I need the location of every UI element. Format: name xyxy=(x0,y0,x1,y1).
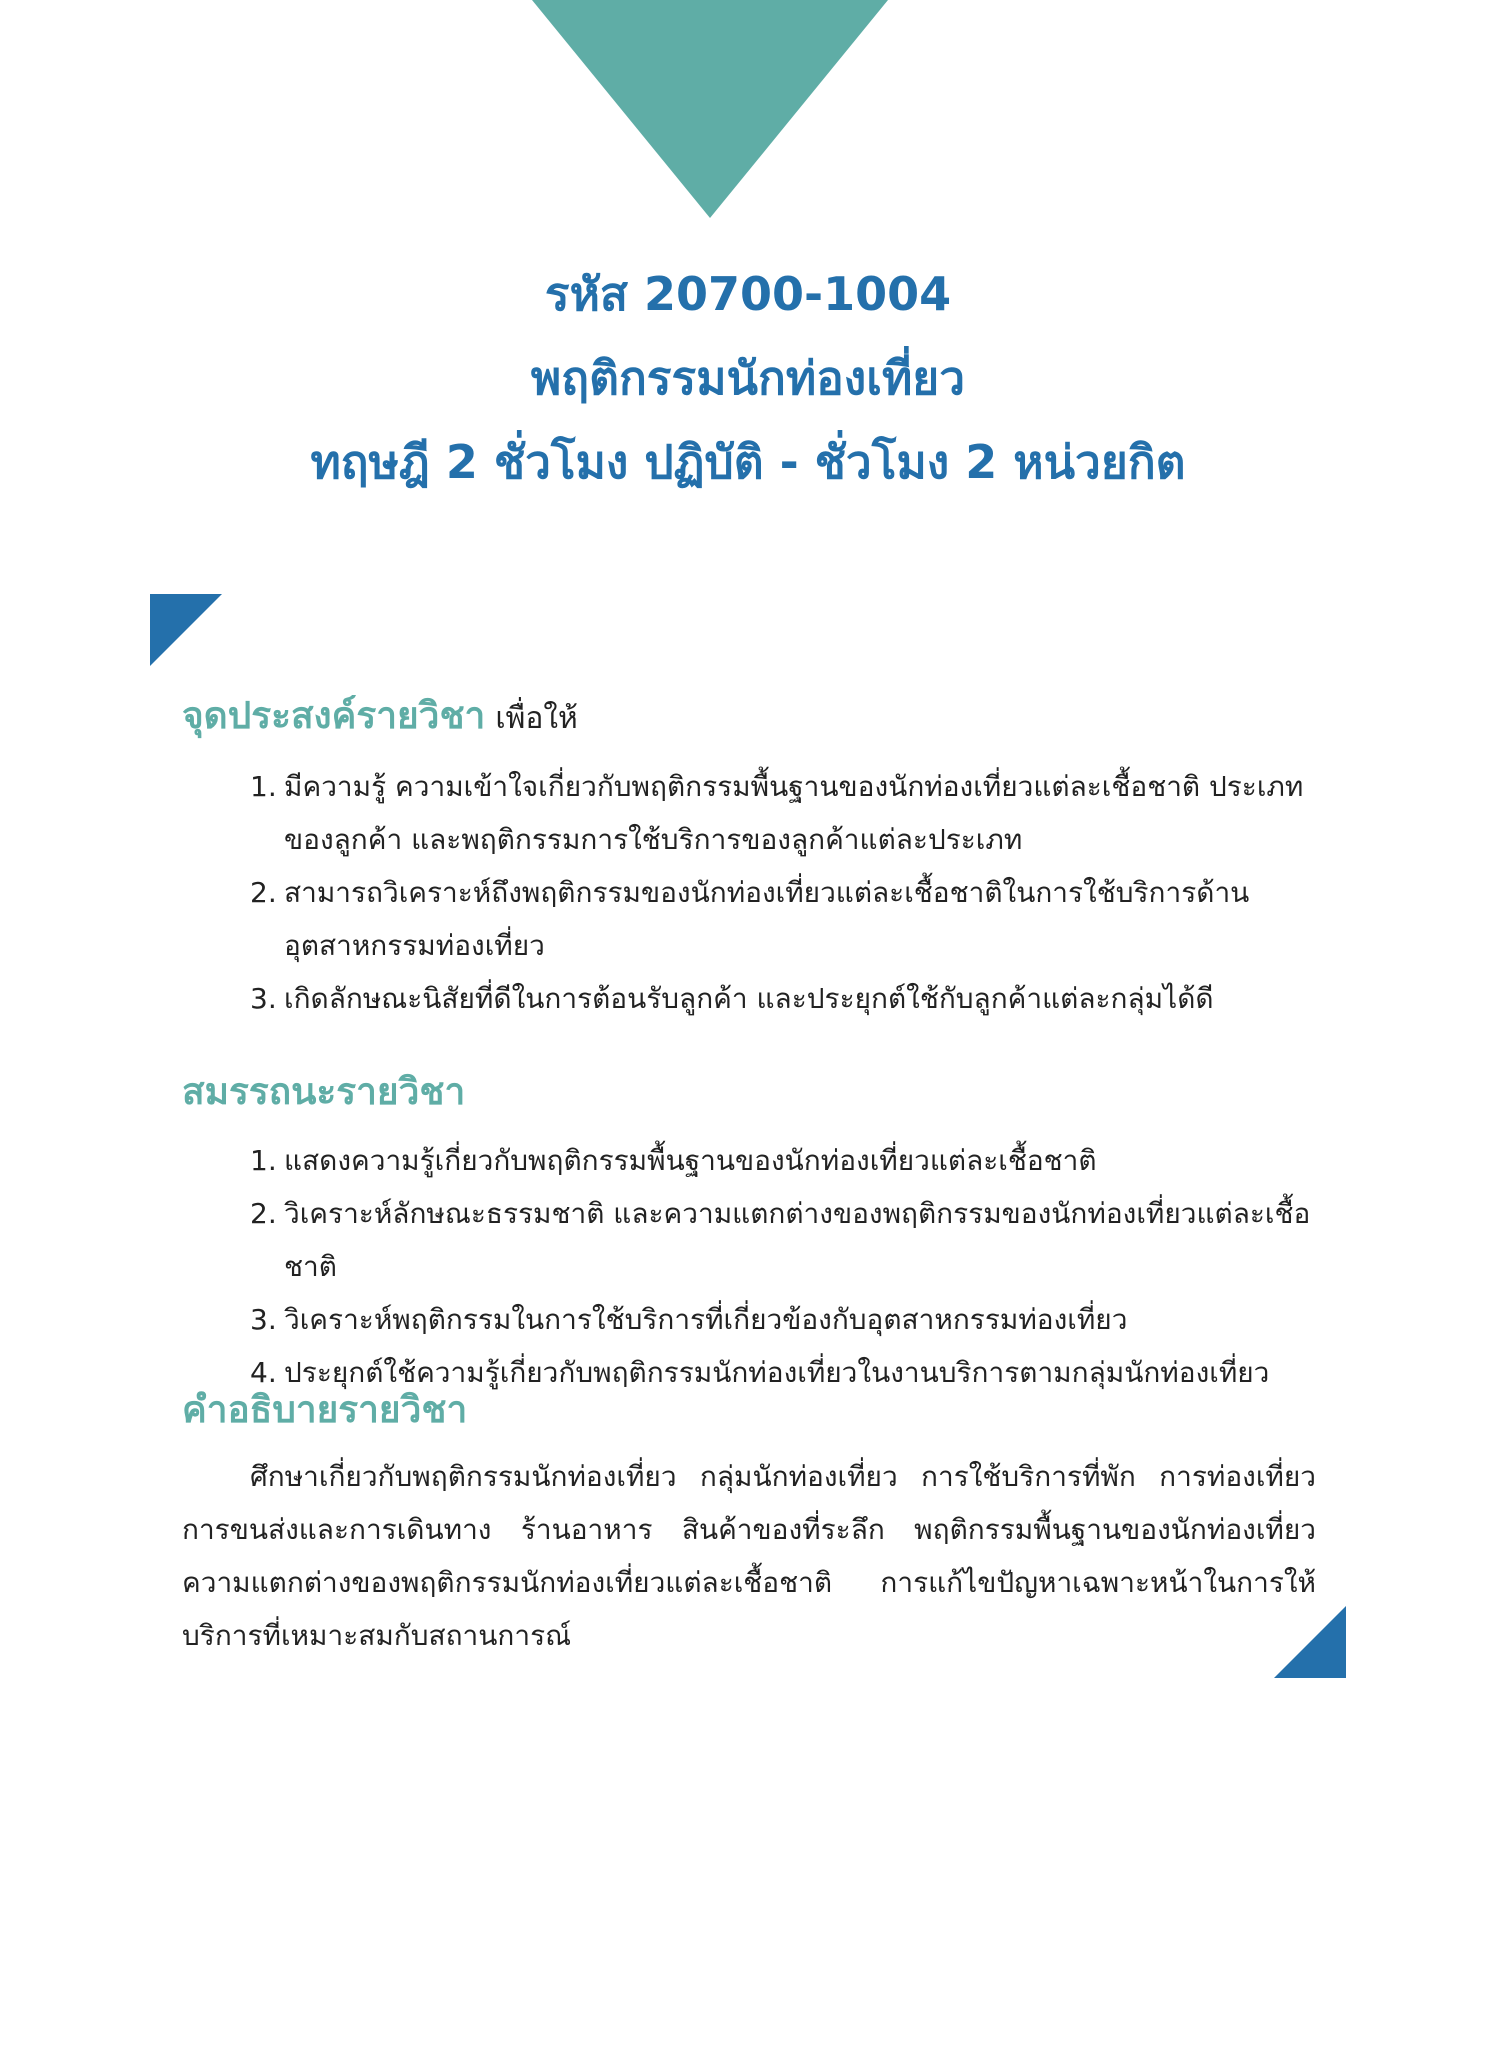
list-item xyxy=(250,866,1320,972)
corner-decoration-bottom-right xyxy=(1274,1606,1346,1678)
objectives-list xyxy=(250,760,1320,1025)
course-hours: ทฤษฎี 2 ชั่วโมง ปฏิบัติ - ชั่วโมง 2 หน่วยกิต xyxy=(310,435,1186,489)
competencies-list xyxy=(250,1134,1320,1399)
objectives-heading-text: จุดประสงค์รายวิชา xyxy=(182,694,486,737)
description-heading-text: คำอธิบายรายวิชา xyxy=(182,1388,468,1431)
item-number: 3. xyxy=(250,982,277,1015)
item-text: สามารถวิเคราะห์ถึงพฤติกรรมของนักท่องเที่ยวแต่ละเชื้อชาติในการใช้บริการด้านอุตสาหกรรมท่องเที่ยว xyxy=(284,876,1250,962)
item-text: มีความรู้ ความเข้าใจเกี่ยวกับพฤติกรรมพื้นฐานของนักท่องเที่ยวแต่ละเชื้อชาติ ประเภทของลูกค้า และพฤติกรรมการใช้บริการของลูกค้าแต่ละประเภท xyxy=(284,770,1304,856)
corner-decoration-top-left xyxy=(150,594,222,666)
description-heading xyxy=(182,1380,467,1439)
course-title-block xyxy=(0,252,1496,504)
item-number: 2. xyxy=(250,1197,277,1230)
course-code: รหัส 20700-1004 xyxy=(544,267,952,321)
list-item xyxy=(250,1187,1320,1293)
item-text: แสดงความรู้เกี่ยวกับพฤติกรรมพื้นฐานของนักท่องเที่ยวแต่ละเชื้อชาติ xyxy=(284,1144,1097,1177)
item-text: เกิดลักษณะนิสัยที่ดีในการต้อนรับลูกค้า และประยุกต์ใช้กับลูกค้าแต่ละกลุ่มได้ดี xyxy=(284,982,1214,1015)
course-name: พฤติกรรมนักท่องเที่ยว xyxy=(530,351,966,405)
competencies-heading xyxy=(182,1062,465,1121)
objectives-heading xyxy=(182,686,578,745)
list-item xyxy=(250,1293,1320,1346)
item-number: 4. xyxy=(250,1356,277,1389)
item-number: 2. xyxy=(250,876,277,909)
objectives-heading-suffix: เพื่อให้ xyxy=(495,701,578,736)
competencies-heading-text: สมรรถนะรายวิชา xyxy=(182,1070,466,1113)
list-item xyxy=(250,1134,1320,1187)
item-text: วิเคราะห์ลักษณะธรรมชาติ และความแตกต่างของพฤติกรรมของนักท่องเที่ยวแต่ละเชื้อชาติ xyxy=(284,1197,1311,1283)
item-number: 1. xyxy=(250,1144,277,1177)
item-text: ประยุกต์ใช้ความรู้เกี่ยวกับพฤติกรรมนักท่องเที่ยวในงานบริการตามกลุ่มนักท่องเที่ยว xyxy=(284,1356,1270,1389)
item-number: 1. xyxy=(250,770,277,803)
list-item xyxy=(250,760,1320,866)
top-decorative-triangle xyxy=(532,0,888,218)
item-number: 3. xyxy=(250,1303,277,1336)
course-description: ศึกษาเกี่ยวกับพฤติกรรมนักท่องเที่ยว กลุ่มนักท่องเที่ยว การใช้บริการที่พัก การท่องเที่ยว การขนส่งและการเดินทาง ร้านอาหาร สินค้าของที่ระลึก พฤติกรรมพื้นฐานของนักท่องเที่ยว ความแตกต่างของพฤติกรรมนักท่องเที่ยวแต่ละเชื้อชาติ การแก้ไขปัญหาเฉพาะหน้าในการให้บริการที่เหมาะสมกับสถานการณ์ xyxy=(182,1460,1316,1652)
list-item xyxy=(250,972,1320,1025)
item-text: วิเคราะห์พฤติกรรมในการใช้บริการที่เกี่ยวข้องกับอุตสาหกรรมท่องเที่ยว xyxy=(284,1303,1128,1336)
